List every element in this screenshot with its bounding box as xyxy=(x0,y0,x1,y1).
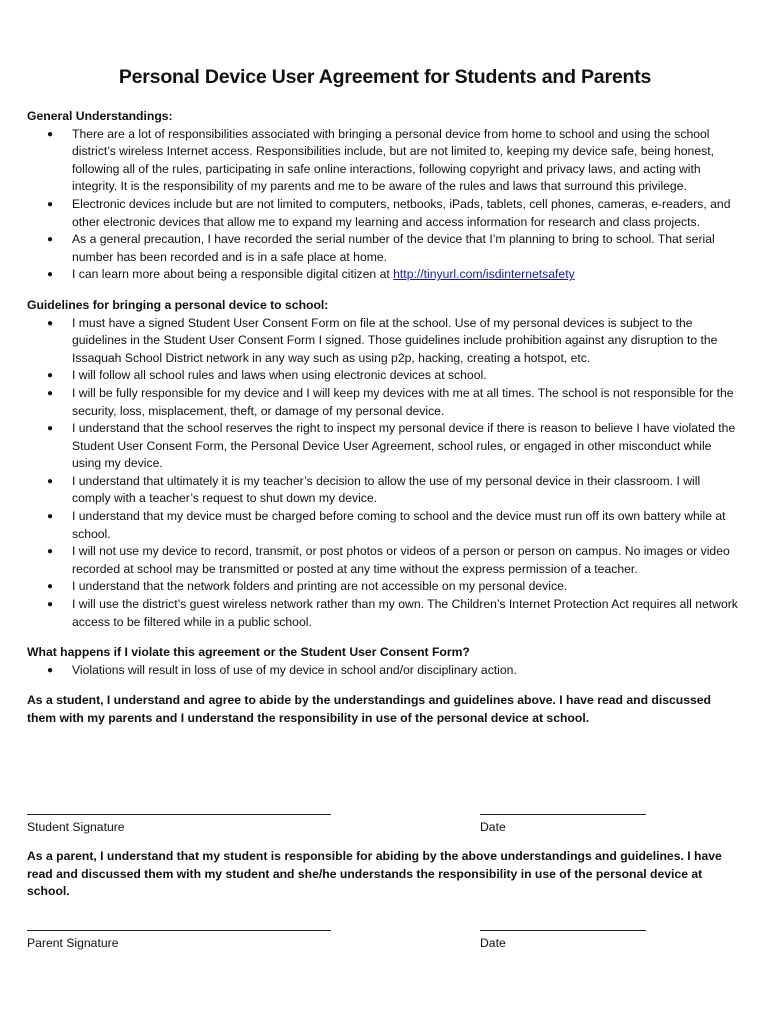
bullet-icon: ● xyxy=(47,234,54,246)
bullet-icon: ● xyxy=(47,269,54,281)
parent-date-label: Date xyxy=(480,936,506,950)
guidelines-list xyxy=(27,315,741,632)
list-item: ● Electronic devices include but are not limited to computers, netbooks, iPads, tablets, cell phones, cameras, e-readers, and other electronic devices that allow me to expand my learning and access information for research and class projects. xyxy=(47,196,731,229)
student-statement: As a student, I understand and agree to abide by the understandings and guidelines above. I have read and discussed them with my parents and I understand the responsibility in use of the personal device at school. xyxy=(27,693,712,725)
general-understandings-list xyxy=(27,126,741,284)
bullet-icon: ● xyxy=(47,599,54,611)
list-item: ● I understand that my device must be charged before coming to school and the device must run off its own battery while at school. xyxy=(47,509,726,541)
parent-date-line[interactable] xyxy=(480,930,646,931)
list-item: ● I can learn more about being a responsible digital citizen at http://tinyurl.com/isdinternetsafety xyxy=(27,266,741,284)
bullet-icon: ● xyxy=(47,317,54,329)
bullet-icon: ● xyxy=(47,511,54,523)
list-item: ● I will follow all school rules and laws when using electronic devices at school. xyxy=(27,367,741,385)
list-item: ● I must have a signed Student User Consent Form on file at the school. Use of my personal devices is subject to the guidelines in the Student User Consent Form I signed. Those guidelines include prohibition against any disruption to the Issaquah School District network in any way such as using p2p, hacking, creating a hotspot, etc. xyxy=(47,315,718,365)
bullet-icon: ● xyxy=(47,475,54,487)
student-date-line[interactable] xyxy=(480,814,646,815)
parent-statement: As a parent, I understand that my student is responsible for abiding by the above understandings and guidelines. I have read and discussed them with my student and she/he understands the responsibility in use of the personal device at school. xyxy=(27,849,722,899)
guidelines-heading: Guidelines for bringing a personal device to school: xyxy=(27,297,329,312)
student-date-label: Date xyxy=(480,820,506,834)
list-item: ● I understand that the school reserves the right to inspect my personal device if there is reason to believe I have violated the Student User Consent Form, the Personal Device User Agreement, school rules, or engaged in other misconduct while using my device. xyxy=(47,421,736,471)
document-title: Personal Device User Agreement for Students and Parents xyxy=(118,66,652,88)
list-item: ● I understand that the network folders and printing are not accessible on my personal device. xyxy=(27,578,741,596)
general-understandings-heading: General Understandings: xyxy=(27,109,173,123)
bullet-icon: ● xyxy=(47,664,54,676)
internet-safety-link[interactable]: http://tinyurl.com/isdinternetsafety xyxy=(393,267,575,282)
list-item: ● Violations will result in loss of use of my device in school and/or disciplinary action. xyxy=(27,662,741,680)
parent-signature-line[interactable] xyxy=(27,930,331,931)
bullet-icon: ● xyxy=(47,128,54,140)
list-item: ● I will be fully responsible for my device and I will keep my devices with me at all times. The school is not responsible for the security, loss, misplacement, theft, or damage of my personal device. xyxy=(47,385,734,418)
document-body xyxy=(27,108,741,728)
student-signature-label: Student Signature xyxy=(27,820,125,834)
violation-list xyxy=(27,662,741,680)
parent-signature-label: Parent Signature xyxy=(27,936,119,950)
list-item: ● I understand that ultimately it is my teacher’s decision to allow the use of my personal device in their classroom. I will comply with a teacher’s request to shut down my device. xyxy=(47,473,701,506)
bullet-icon: ● xyxy=(47,387,54,399)
bullet-icon: ● xyxy=(47,370,54,382)
bullet-icon: ● xyxy=(47,581,54,593)
bullet-icon: ● xyxy=(47,423,54,435)
violation-heading: What happens if I violate this agreement or the Student User Consent Form? xyxy=(27,645,470,660)
list-item: ● I will not use my device to record, transmit, or post photos or videos of a person or person on campus. No images or video recorded at school may be transmitted or posted at any time without the express permission of a teacher. xyxy=(47,544,730,576)
list-item: ● I will use the district’s guest wireless network rather than my own. The Children’s Internet Protection Act requires all network access to be filtered while in a public school. xyxy=(47,597,738,629)
bullet-icon: ● xyxy=(47,546,54,558)
student-signature-line[interactable] xyxy=(27,814,331,815)
list-item: ● There are a lot of responsibilities associated with bringing a personal device from home to school and using the school district’s wireless Internet access. Responsibilities include, but are not limited to, keeping my device safe, being honest, following all of the rules, participating in safe online interactions, following copyright and privacy laws, and acting with integrity. It is the responsibility of my parents and me to be aware of the rules and laws that surround this privilege. xyxy=(47,126,714,194)
bullet-icon: ● xyxy=(47,198,54,210)
list-item: ● As a general precaution, I have recorded the serial number of the device that I’m planning to bring to school. That serial number has been recorded and is in a safe place at home. xyxy=(47,232,715,264)
